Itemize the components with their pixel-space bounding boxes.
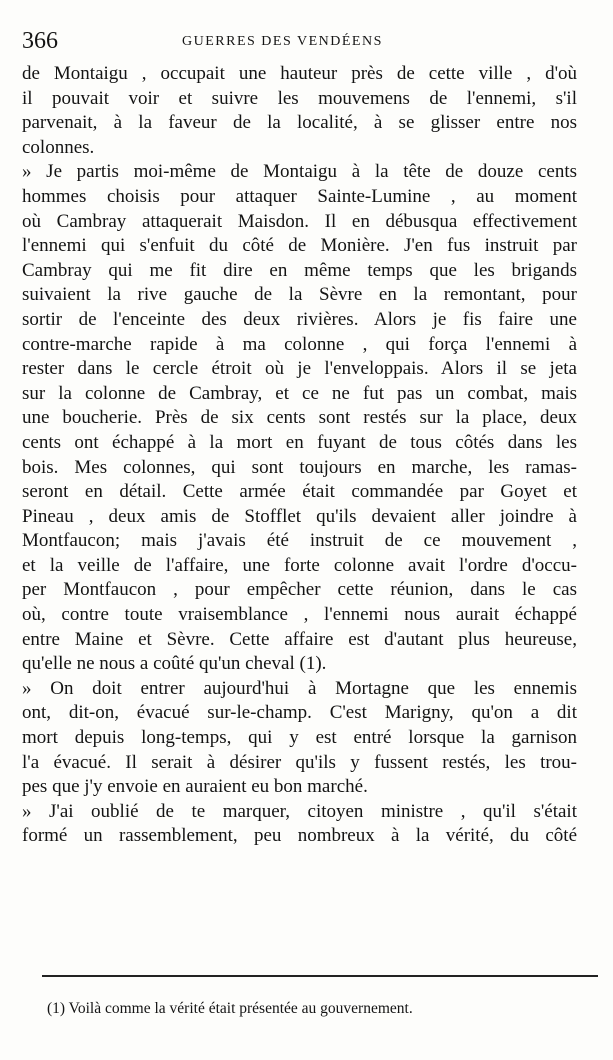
page-number: 366 (22, 28, 58, 54)
text-line: bois. Mes colonnes, qui sont toujours en marche, les ramas- (22, 456, 577, 478)
text-line: de Montaigu , occupait une hauteur près de cette ville , d'où (22, 63, 577, 84)
text-line: per Montfaucon , pour empêcher cette réunion, dans le cas (22, 579, 577, 601)
text-line: où Cambray attaquerait Maisdon. Il en débusqua effectivement (22, 210, 577, 232)
text-line: où, contre toute vraisemblance , l'ennemi nous aurait échappé (22, 604, 577, 626)
text-line: sur la colonne de Cambray, et ce ne fut pas un combat, mais (22, 382, 577, 404)
footnote: (1) Voilà comme la vérité était présentée au gouvernement. (47, 1000, 413, 1017)
text-line: cents ont échappé à la mort en fuyant de tous côtés dans les (22, 431, 577, 453)
text-line: il pouvait voir et suivre les mouvemens de l'ennemi, s'il (22, 87, 577, 109)
text-line: seront en détail. Cette armée était commandée par Goyet et (22, 481, 577, 503)
running-title: GUERRES DES VENDÉENS (182, 34, 383, 49)
text-line: Cambray qui me fit dire en même temps que les brigands (22, 259, 577, 281)
text-line: l'a évacué. Il serait à désirer qu'ils y fussent restés, les trou- (22, 751, 577, 773)
text-line: parvenait, à la faveur de la localité, à se glisser entre nos (22, 112, 577, 134)
body-text (22, 62, 577, 849)
text-line: entre Maine et Sèvre. Cette affaire est d'autant plus heureuse, (22, 628, 577, 650)
text-line: sortir de l'enceinte des deux rivières. Alors je fis faire une (22, 308, 577, 330)
text-line: l'ennemi qui s'enfuit du côté de Monière. J'en fus instruit par (22, 235, 577, 257)
text-line: hommes choisis pour attaquer Sainte-Lumine , au moment (22, 185, 577, 207)
text-line: Montfaucon; mais j'avais été instruit de ce mouvement , (22, 530, 577, 552)
text-line: rester dans le cercle étroit où je l'enveloppais. Alors il se jeta (22, 358, 577, 380)
text-line: contre-marche rapide à ma colonne , qui força l'ennemi à (22, 333, 577, 355)
text-line: ont, dit-on, évacué sur-le-champ. C'est Marigny, qu'on a dit (22, 702, 577, 724)
text-line: pes que j'y envoie en auraient eu bon marché. (22, 776, 368, 798)
footnote-divider (42, 975, 598, 977)
text-line: qu'elle ne nous a coûté qu'un cheval (1). (22, 653, 327, 675)
text-line: » J'ai oublié de te marquer, citoyen ministre , qu'il s'était (22, 800, 577, 822)
text-line: mort depuis long-temps, qui y est entré lorsque la garnison (22, 727, 577, 749)
text-line: colonnes. (22, 136, 95, 158)
text-line: » On doit entrer aujourd'hui à Mortagne que les ennemis (22, 677, 577, 699)
text-line: Pineau , deux amis de Stofflet qu'ils devaient aller joindre à (22, 505, 577, 527)
text-line: et la veille de l'affaire, une forte colonne avait l'ordre d'occu- (22, 554, 577, 576)
text-line: une boucherie. Près de six cents sont restés sur la place, deux (22, 407, 577, 429)
text-line: suivaient la rive gauche de la Sèvre en la remontant, pour (22, 284, 577, 306)
page-header (22, 28, 592, 54)
text-line: » Je partis moi-même de Montaigu à la tête de douze cents (22, 161, 577, 183)
text-line: formé un rassemblement, peu nombreux à la vérité, du côté (22, 825, 577, 847)
